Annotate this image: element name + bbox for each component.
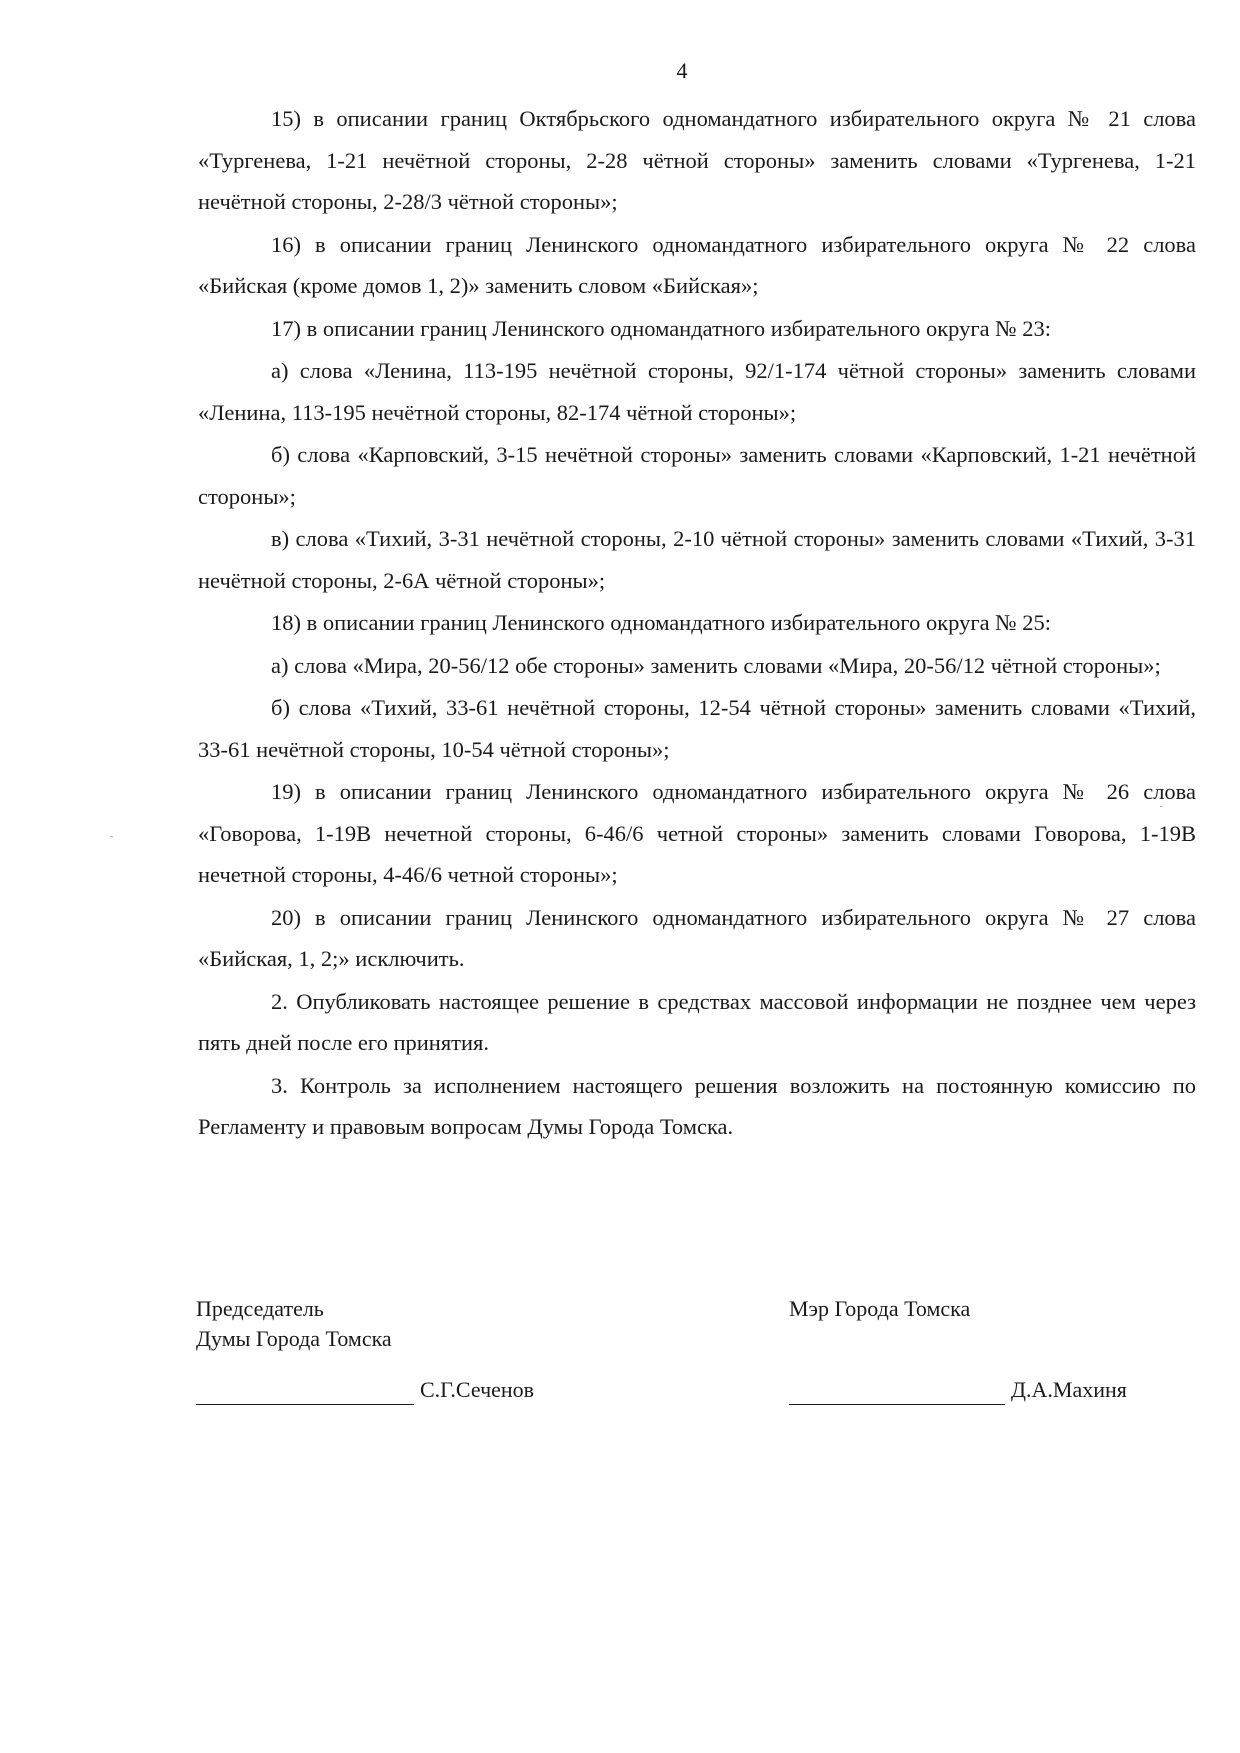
signature-title-mayor [789, 1294, 970, 1324]
paragraph-item-18: 18) в описании границ Ленинского одномандатного избирательного округа № 25: [271, 610, 1052, 635]
signature-underline [789, 1380, 1005, 1405]
mayor-title-line1: Мэр Города Томска [789, 1296, 971, 1321]
chairman-title-line2: Думы Города Томска [196, 1326, 392, 1351]
scan-speck [110, 836, 113, 837]
paragraph-item-20: 20) в описании границ Ленинского одномандатного избирательного округа № 27 слова «Бийская, 1, 2;» исключить. [198, 904, 1196, 971]
page-number: 4 [676, 58, 688, 83]
signature-line-chairman [196, 1375, 534, 1405]
chairman-name: С.Г.Сеченов [420, 1377, 535, 1402]
document-body [198, 98, 1196, 1149]
paragraph-item-17b: б) слова «Карповский, 3-15 нечётной стороны» заменить словами «Карповский, 1-21 нечётной стороны»; [198, 442, 1196, 509]
mayor-name: Д.А.Махиня [1011, 1377, 1127, 1402]
paragraph-item-17v: в) слова «Тихий, 3-31 нечётной стороны, 2-10 чётной стороны» заменить словами «Тихий, 3-31 нечётной стороны, 2-6А чётной стороны»; [198, 526, 1196, 593]
paragraph-item-16: 16) в описании границ Ленинского одномандатного избирательного округа № 22 слова «Бийская (кроме домов 1, 2)» заменить словом «Бийская»; [198, 231, 1196, 298]
paragraph-item-15: 15) в описании границ Октябрьского одномандатного избирательного округа № 21 слова «Тургенева, 1-21 нечётной стороны, 2-28 чётной стороны» заменить словами «Тургенева, 1-21 нечётной стороны, 2-28/3 чётной стороны»; [198, 106, 1196, 214]
signature-underline [196, 1380, 414, 1405]
paragraph-clause-3: 3. Контроль за исполнением настоящего решения возложить на постоянную комиссию по Регламенту и правовым вопросам Думы Города Томска. [198, 1072, 1196, 1139]
scan-speck [1160, 806, 1163, 807]
paragraph-item-18b: б) слова «Тихий, 33-61 нечётной стороны, 12-54 чётной стороны» заменить словами «Тихий, 33-61 нечётной стороны, 10-54 чётной стороны»; [198, 695, 1196, 762]
chairman-title-line1: Председатель [196, 1296, 324, 1321]
paragraph-item-17: 17) в описании границ Ленинского одномандатного избирательного округа № 23: [271, 315, 1052, 341]
paragraph-clause-2: 2. Опубликовать настоящее решение в средствах массовой информации не позднее чем через пять дней после его принятия. [198, 988, 1196, 1055]
paragraph-item-19: 19) в описании границ Ленинского одномандатного избирательного округа № 26 слова «Говорова, 1-19В нечетной стороны, 6-46/6 четной стороны» заменить словами Говорова, 1-19В нечетной стороны, 4-46/6 четной стороны»; [198, 779, 1196, 887]
paragraph-item-18a: а) слова «Мира, 20-56/12 обе стороны» заменить словами «Мира, 20-56/12 чётной стороны»; [271, 652, 1161, 678]
signature-line-mayor [789, 1375, 1127, 1405]
signature-title-chairman [196, 1294, 392, 1354]
paragraph-item-17a: а) слова «Ленина, 113-195 нечётной стороны, 92/1-174 чётной стороны» заменить словами «Ленина, 113-195 нечётной стороны, 82-174 чётной стороны»; [198, 358, 1196, 425]
